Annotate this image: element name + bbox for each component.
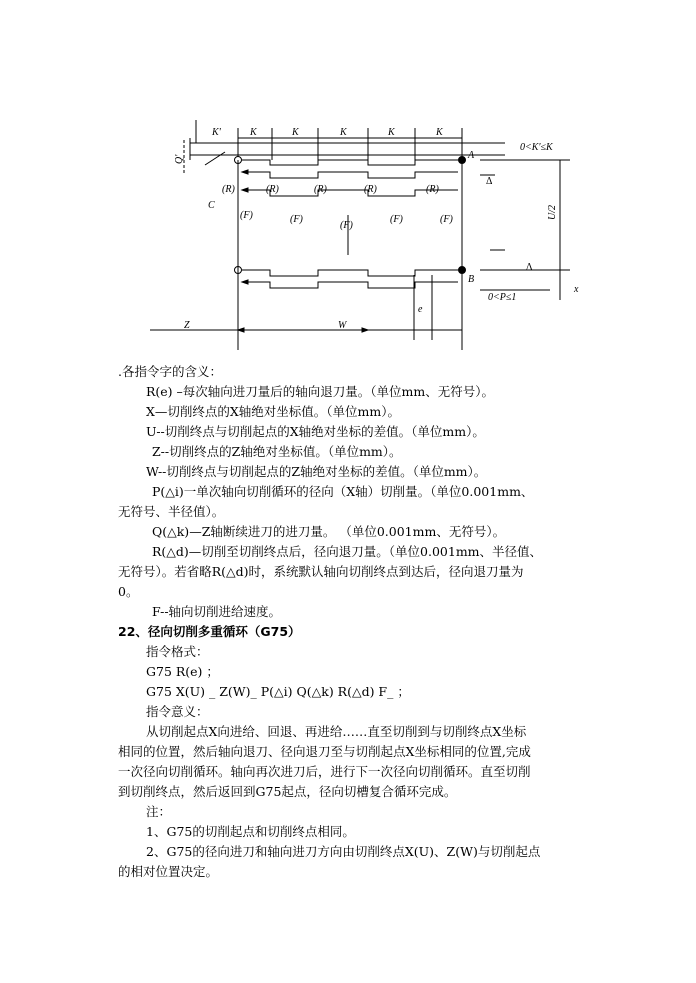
label-cond-k: 0<K'≤K (520, 142, 553, 153)
label-point-c: C (208, 200, 215, 211)
def-p-1: P(△i)一单次轴向切削循环的径向（X轴）切削量。（单位0.001mm、 (152, 484, 534, 499)
label-x: x (574, 284, 579, 295)
label-z: Z (184, 320, 190, 331)
label-f-3: (F) (340, 220, 353, 231)
def-x: X—切削终点的X轴绝对坐标值。（单位mm）。 (146, 404, 401, 419)
label-cond-p: 0<P≤1 (488, 292, 517, 303)
label-r-5: (R) (426, 184, 439, 195)
def-rd-2: 无符号）。若省略R(△d)时，系统默认轴向切削终点到达后，径向退刀量为 (118, 564, 524, 579)
meaning-line-4: 到切削终点，然后返回到G75起点，径向切槽复合循环完成。 (118, 784, 457, 799)
label-k-prime: K' (212, 127, 221, 138)
def-w: W--切削终点与切削起点的Z轴绝对坐标的差值。（单位mm）。 (146, 464, 487, 479)
def-u: U--切削终点与切削起点的X轴绝对坐标的差值。（单位mm）。 (146, 424, 485, 439)
meaning-line-1: 从切削起点X向进给、回退、再进给……直至切削到与切削终点X坐标 (146, 724, 527, 739)
note-label: 注： (146, 804, 172, 819)
section-intro: .各指令字的含义： (118, 364, 222, 379)
label-k-1: K (250, 127, 257, 138)
def-p-2: 无符号、半径值）。 (118, 504, 225, 519)
format-label: 指令格式： (146, 644, 209, 659)
label-q-prime: Q' (174, 154, 185, 164)
label-e: e (418, 304, 423, 315)
note-2b: 的相对位置决定。 (118, 864, 219, 879)
label-r-2: (R) (266, 184, 279, 195)
label-r-3: (R) (314, 184, 327, 195)
label-r-4: (R) (364, 184, 377, 195)
label-k-5: K (436, 127, 443, 138)
note-1: 1、G75的切削起点和切削终点相同。 (146, 824, 355, 839)
label-u-half: U/2 (547, 205, 558, 220)
label-k-4: K (388, 127, 395, 138)
label-w: W (338, 320, 347, 331)
label-f-1: (F) (240, 210, 253, 221)
def-f: F--轴向切削进给速度。 (152, 604, 282, 619)
format-line-1: G75 R(e) ； (146, 664, 219, 679)
label-f-4: (F) (390, 214, 403, 225)
def-rd-1: R(△d)—切削至切削终点后，径向退刀量。（单位0.001mm、半径值、 (152, 544, 543, 559)
label-f-5: (F) (440, 214, 453, 225)
label-k-3: K (340, 127, 347, 138)
meaning-line-2: 相同的位置，然后轴向退刀、径向退刀至与切削起点X坐标相同的位置,完成 (118, 744, 531, 759)
label-f-2: (F) (290, 214, 303, 225)
section-heading: 22、径向切削多重循环（G75） (118, 624, 301, 639)
g74-cycle-diagram (150, 100, 590, 360)
def-r-e: R(e) –每次轴向进刀量后的轴向退刀量。（单位mm、无符号）。 (146, 384, 494, 399)
label-k-2: K (292, 127, 299, 138)
format-line-2: G75 X(U) _ Z(W)_ P(△i) Q(△k) R(△d) F_ ； (146, 684, 410, 699)
meaning-label: 指令意义： (146, 704, 209, 719)
note-2a: 2、G75的径向进刀和轴向进刀方向由切削终点X(U)、Z(W)与切削起点 (146, 844, 541, 859)
def-z: Z--切削终点的Z轴绝对坐标值。（单位mm）。 (152, 444, 402, 459)
meaning-line-3: 一次径向切削循环。轴向再次进刀后，进行下一次径向切削循环。直至切削 (118, 764, 531, 779)
def-q: Q(△k)—Z轴断续进刀的进刀量。 （单位0.001mm、无符号）。 (152, 524, 506, 539)
label-delta-1: Δ (486, 176, 493, 187)
label-point-b: B (468, 274, 475, 285)
def-rd-3: 0。 (118, 584, 139, 599)
label-delta-2: Δ (526, 262, 533, 273)
label-point-a: A (468, 150, 475, 161)
label-r-1: (R) (222, 184, 235, 195)
